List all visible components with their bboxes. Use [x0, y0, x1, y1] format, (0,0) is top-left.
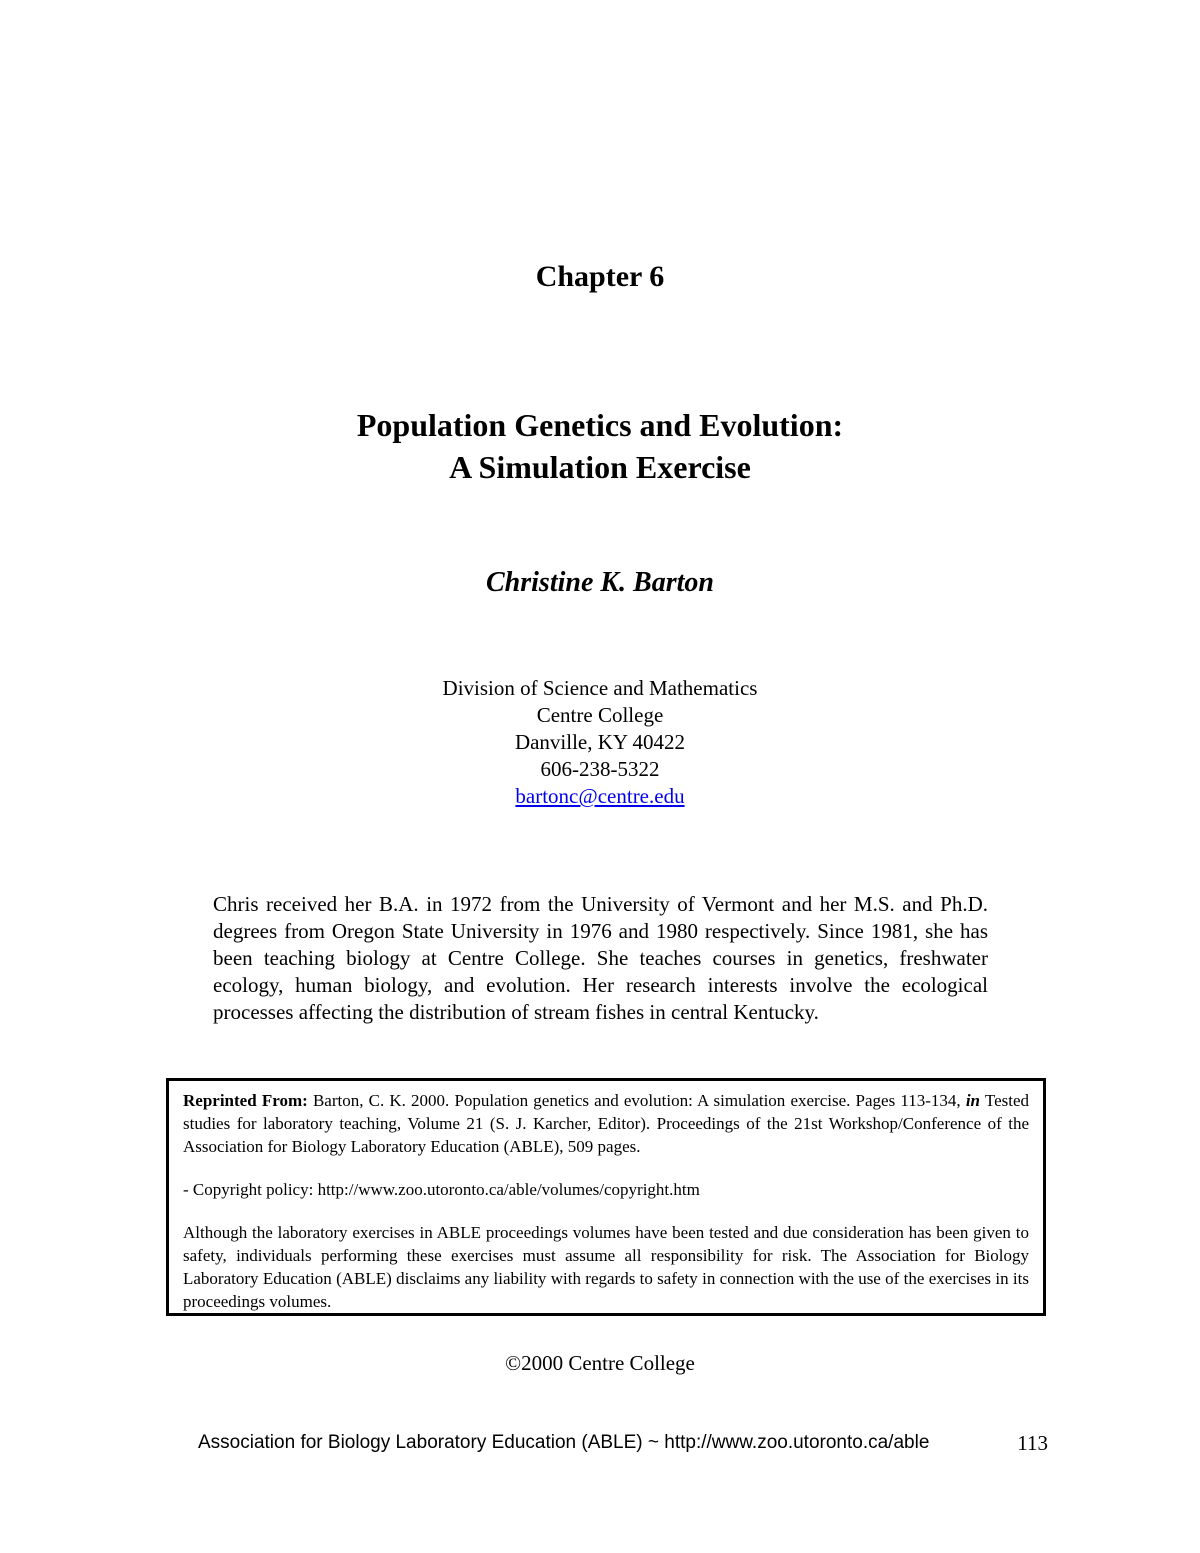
reprint-notice-box [166, 1078, 1046, 1316]
citation-part-1: Barton, C. K. 2000. Population genetics and evolution: A simulation exercise. Pages 113-134, [307, 1091, 966, 1110]
chapter-heading: Chapter 6 [535, 260, 665, 293]
footer-association: Association for Biology Laboratory Education (ABLE) ~ http://www.zoo.utoronto.ca/able [198, 1432, 930, 1453]
affiliation-college: Centre College [536, 703, 664, 727]
affiliation-phone: 606-238-5322 [540, 757, 660, 781]
citation-part-2: Tested studies for laboratory teaching, Volume 21 (S. J. Karcher, Editor). Proceedings of the 21st Workshop/Conference of the Association for Biology Laboratory Education (ABLE), 509 pages. [183, 1091, 1029, 1156]
affiliation-division: Division of Science and Mathematics [442, 676, 758, 700]
citation-in: in [965, 1091, 981, 1110]
title-line-1: Population Genetics and Evolution: [356, 407, 844, 443]
affiliation-address: Danville, KY 40422 [514, 730, 686, 754]
safety-disclaimer: Although the laboratory exercises in ABLE proceedings volumes have been tested and due consideration has been given to safety, individuals performing these exercises must assume all responsibility for risk. The Association for Biology Laboratory Education (ABLE) disclaims any liability with regards to safety in connection with the use of the exercises in its proceedings volumes. [183, 1223, 1029, 1311]
author-bio: Chris received her B.A. in 1972 from the University of Vermont and her M.S. and Ph.D. degrees from Oregon State University in 1976 and 1980 respectively. Since 1981, she has been teaching biology at Centre College. She teaches courses in genetics, freshwater ecology, human biology, and evolution. Her research interests involve the ecological processes affecting the distribution of stream fishes in central Kentucky. [213, 892, 988, 1024]
paper-title [0, 404, 1200, 488]
author-email-link[interactable]: bartonc@centre.edu [515, 784, 685, 808]
author-affiliation [0, 675, 1200, 810]
copyright-notice: ©2000 Centre College [505, 1351, 695, 1375]
page-number: 113 [1017, 1431, 1048, 1455]
title-line-2: A Simulation Exercise [449, 449, 751, 485]
reprint-citation [183, 1089, 1029, 1158]
author-name: Christine K. Barton [486, 567, 714, 598]
page-footer [198, 1430, 1048, 1456]
copyright-policy: - Copyright policy: http://www.zoo.utoronto.ca/able/volumes/copyright.htm [183, 1180, 700, 1199]
reprint-label: Reprinted From: [183, 1091, 308, 1110]
